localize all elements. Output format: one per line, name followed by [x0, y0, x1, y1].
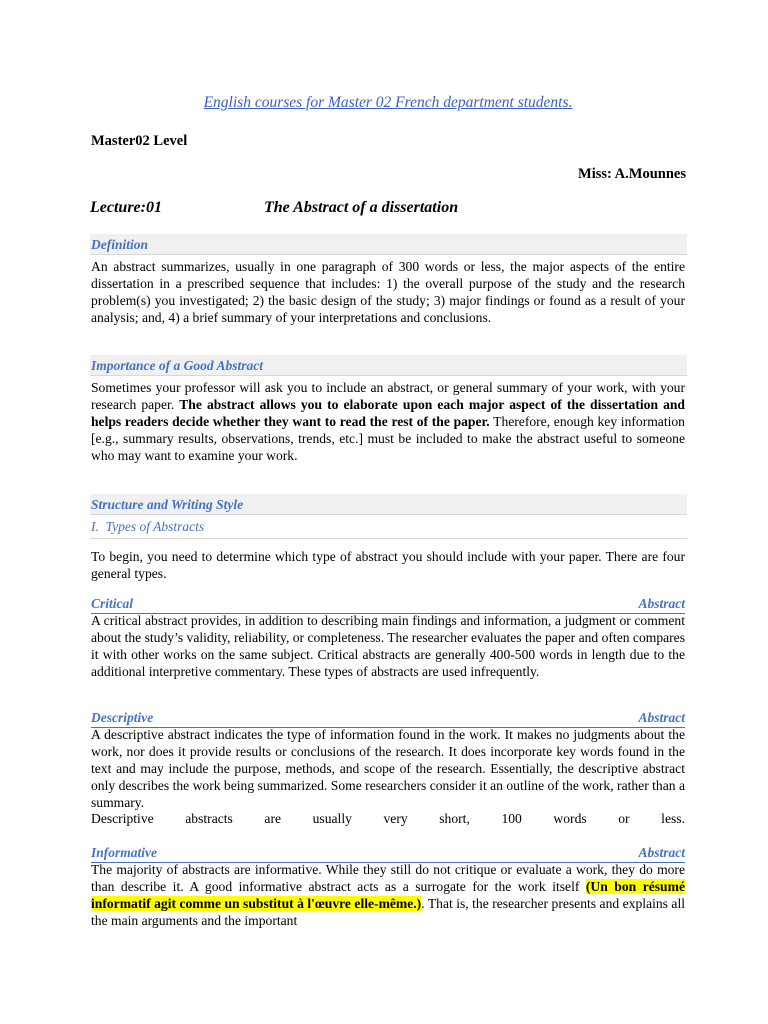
structure-intro-paragraph: To begin, you need to determine which type of abstract you should include with your paper. There are four general types. [91, 549, 685, 581]
teacher-name: Miss: A.Mounnes [578, 166, 686, 182]
descriptive-last-line-word: short, [439, 811, 470, 826]
subheading-types-of-abstracts [90, 517, 687, 539]
type-heading-critical-right: Abstract [638, 596, 685, 611]
descriptive-last-line-word: Descriptive [91, 811, 154, 826]
descriptive-last-line-word: 100 [501, 811, 522, 826]
lecture-title: The Abstract of a dissertation [264, 199, 459, 216]
subheading-text: Types of Abstracts [105, 519, 205, 534]
descriptive-last-line-word: words [553, 811, 587, 826]
type-heading-informative [91, 845, 685, 863]
section-heading-importance: Importance of a Good Abstract [90, 355, 687, 376]
type-heading-descriptive [91, 710, 685, 728]
informative-paragraph [91, 862, 685, 930]
type-heading-critical-left: Critical [91, 596, 134, 611]
importance-text-bold: The abstract allows you to elaborate upon each major aspect of the dissertation and helps readers decide whether they want to read the rest of the paper. [91, 396, 685, 429]
subheading-number: I. [91, 519, 99, 534]
descriptive-last-line-word: very [383, 811, 408, 826]
importance-text-start: Sometimes your professor will ask you to include an abstract, or general summary of your work, with your research paper. [91, 380, 685, 412]
descriptive-last-line-word: less. [661, 811, 685, 826]
section-heading-definition: Definition [90, 234, 687, 255]
type-heading-descriptive-left: Descriptive [91, 710, 154, 725]
informative-text-start: The majority of abstracts are informative. While they still do not critique or evaluate a work, they do more than describe it. A good informative abstract acts as a surrogate for the work itself [91, 862, 685, 894]
informative-highlight: (Un bon résumé informatif agit comme un substitut à l'œuvre elle-même.) [91, 878, 685, 911]
critical-paragraph: A critical abstract provides, in addition to describing main findings and information, a judgment or comment about the study’s validity, reliability, or completeness. The researcher evaluates the paper and often compares it with other works on the same subject. Critical abstracts are generally 400-500 words in length due to the additional interpretive commentary. These types of abstracts are used infrequently. [91, 613, 686, 679]
descriptive-paragraph: A descriptive abstract indicates the type of information found in the work. It makes no judgments about the work, nor does it provide results or conclusions of the research. It does incorporate key words found in the text and may include the purpose, methods, and scope of the research. Essentially, the descriptive abstract only describes the work being summarized. Some researchers consider it an outline of the work, rather than a summary. [91, 727, 685, 810]
type-heading-informative-right: Abstract [638, 845, 685, 860]
descriptive-last-line [91, 811, 685, 828]
lecture-number: Lecture:01 [90, 199, 162, 216]
descriptive-last-line-word: are [264, 811, 282, 826]
type-heading-descriptive-right: Abstract [638, 710, 685, 725]
level-label: Master02 Level [91, 133, 188, 149]
importance-text-end: Therefore, enough key information [e.g., summary results, observations, trends, etc.] must be included to make the abstract useful to someone who may want to examine your work. [91, 413, 685, 463]
descriptive-last-line-word: usually [312, 811, 352, 826]
section-heading-structure: Structure and Writing Style [90, 494, 687, 515]
document-title: English courses for Master 02 French department students. [203, 94, 573, 111]
descriptive-last-line-word: or [618, 811, 630, 826]
descriptive-last-line-word: abstracts [185, 811, 233, 826]
type-heading-informative-left: Informative [91, 845, 157, 860]
type-heading-critical [91, 596, 685, 614]
definition-paragraph: An abstract summarizes, usually in one paragraph of 300 words or less, the major aspects of the entire dissertation in a prescribed sequence that includes: 1) the overall purpose of the study and the research problem(s) you investigated; 2) the basic design of the study; 3) major findings or found as a result of your analysis; and, 4) a brief summary of your interpretations and conclusions. [91, 259, 685, 325]
informative-text-end: . That is, the researcher presents and explains all the main arguments and the important [91, 895, 685, 928]
importance-paragraph [91, 380, 685, 465]
lecture-heading [90, 199, 686, 217]
